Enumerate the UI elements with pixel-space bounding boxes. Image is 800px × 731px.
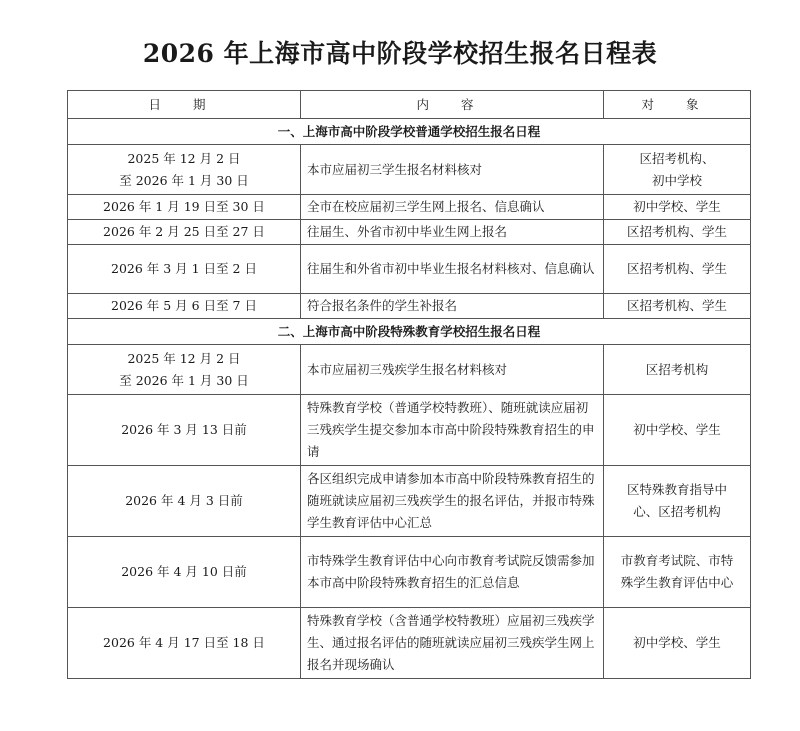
section-1-heading: 一、上海市高中阶段学校普通学校招生报名日程 (68, 119, 751, 145)
content-cell: 往届生、外省市初中毕业生网上报名 (301, 220, 604, 245)
table-row (68, 195, 751, 220)
date-line: 至 2026 年 1 月 30 日 (119, 172, 249, 188)
date-cell (68, 345, 301, 395)
date-cell: 2026 年 4 月 3 日前 (68, 466, 301, 537)
date-cell: 2026 年 4 月 17 日至 18 日 (68, 608, 301, 679)
header-date: 日 期 (68, 91, 301, 119)
table-row (68, 466, 751, 537)
document-title: 2026 年上海市高中阶段学校招生报名日程表 (142, 39, 658, 68)
target-cell: 初中学校、学生 (604, 608, 751, 679)
content-cell: 本市应届初三学生报名材料核对 (301, 145, 604, 195)
table-row (68, 537, 751, 608)
date-cell: 2026 年 4 月 10 日前 (68, 537, 301, 608)
section-2-heading-row (68, 319, 751, 345)
date-line: 至 2026 年 1 月 30 日 (119, 372, 249, 388)
content-cell: 特殊教育学校（含普通学校特教班）应届初三残疾学生、通过报名评估的随班就读应届初三残疾学生网上报名并现场确认 (301, 608, 604, 679)
section-1-heading-row (68, 119, 751, 145)
target-line: 殊学生教育评估中心 (620, 575, 734, 590)
date-cell: 2026 年 3 月 1 日至 2 日 (68, 245, 301, 294)
table-row (68, 608, 751, 679)
date-line: 2025 年 12 月 2 日 (127, 350, 241, 366)
date-cell: 2026 年 3 月 13 日前 (68, 395, 301, 466)
target-cell: 初中学校、学生 (604, 195, 751, 220)
target-cell: 区招考机构、学生 (604, 245, 751, 294)
date-cell: 2026 年 1 月 19 日至 30 日 (68, 195, 301, 220)
table-row (68, 145, 751, 195)
table-row (68, 395, 751, 466)
content-cell: 往届生和外省市初中毕业生报名材料核对、信息确认 (301, 245, 604, 294)
table-row (68, 220, 751, 245)
target-cell (604, 145, 751, 195)
table-row (68, 345, 751, 395)
target-cell (604, 466, 751, 537)
target-line: 初中学校 (651, 172, 702, 188)
section-2-heading: 二、上海市高中阶段特殊教育学校招生报名日程 (68, 319, 751, 345)
date-line: 2025 年 12 月 2 日 (127, 150, 241, 166)
target-cell: 区招考机构、学生 (604, 294, 751, 319)
table-row (68, 245, 751, 294)
date-cell: 2026 年 5 月 6 日至 7 日 (68, 294, 301, 319)
target-cell (604, 537, 751, 608)
content-cell: 本市应届初三残疾学生报名材料核对 (301, 345, 604, 395)
target-line: 心、区招考机构 (633, 504, 721, 519)
target-line: 区招考机构、 (639, 150, 715, 166)
date-cell: 2026 年 2 月 25 日至 27 日 (68, 220, 301, 245)
schedule-table (67, 90, 751, 679)
target-line: 区特殊教育指导中 (626, 482, 727, 497)
target-cell: 区招考机构 (604, 345, 751, 395)
content-cell: 全市在校应届初三学生网上报名、信息确认 (301, 195, 604, 220)
target-line: 市教育考试院、市特 (620, 553, 734, 568)
content-cell: 市特殊学生教育评估中心向市教育考试院反馈需参加本市高中阶段特殊教育招生的汇总信息 (301, 537, 604, 608)
content-cell: 符合报名条件的学生补报名 (301, 294, 604, 319)
header-target: 对 象 (604, 91, 751, 119)
content-cell: 特殊教育学校（普通学校特教班）、随班就读应届初三残疾学生提交参加本市高中阶段特殊教育招生的申请 (301, 395, 604, 466)
date-cell (68, 145, 301, 195)
content-cell: 各区组织完成申请参加本市高中阶段特殊教育招生的随班就读应届初三残疾学生的报名评估，并报市特殊学生教育评估中心汇总 (301, 466, 604, 537)
target-cell: 初中学校、学生 (604, 395, 751, 466)
table-header-row (68, 91, 751, 119)
table-row (68, 294, 751, 319)
header-content: 内 容 (301, 91, 604, 119)
target-cell: 区招考机构、学生 (604, 220, 751, 245)
